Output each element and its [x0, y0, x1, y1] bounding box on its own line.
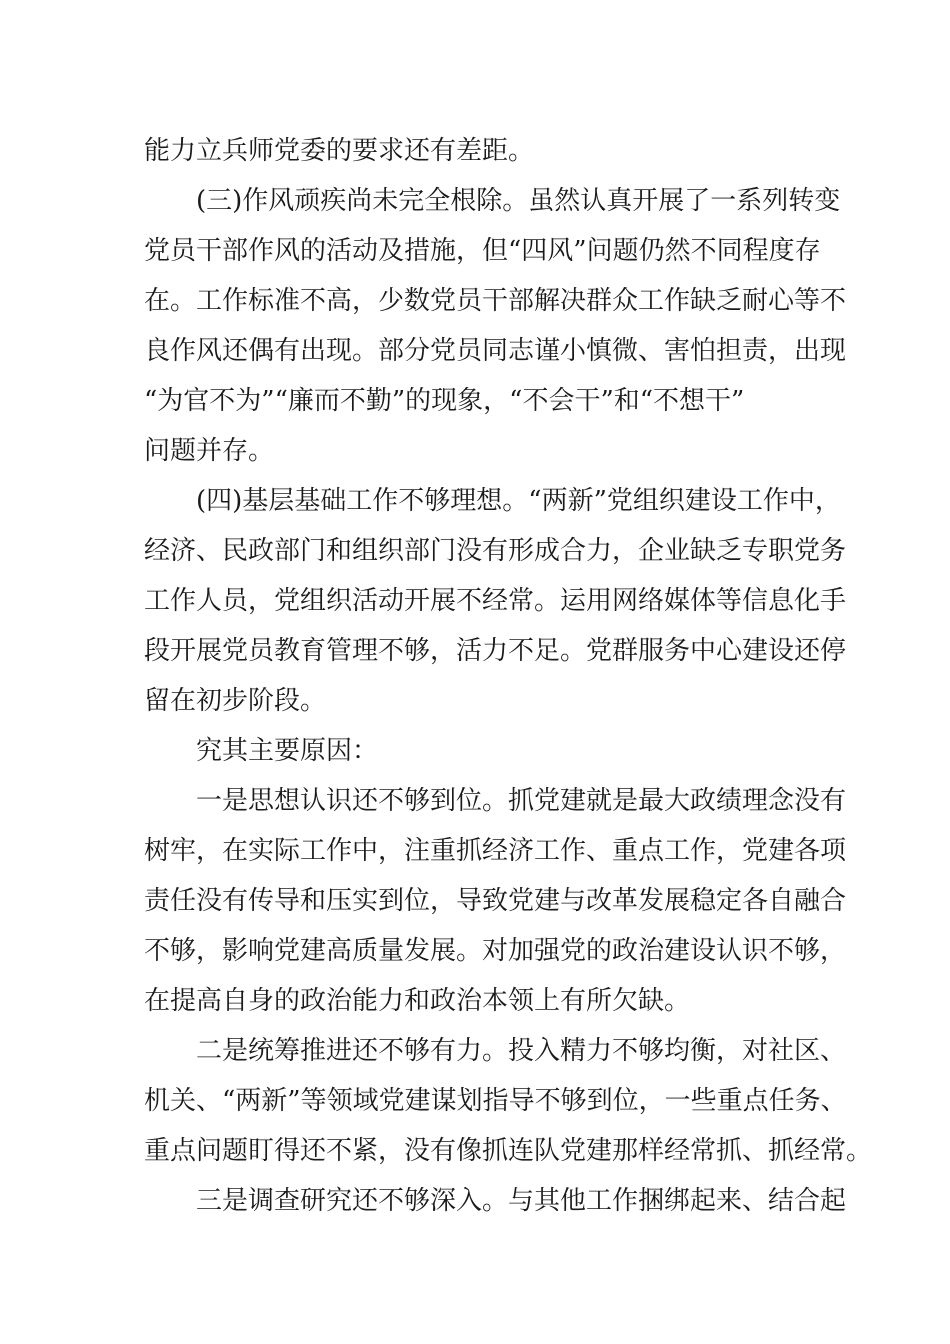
- text-line: 二是统筹推进还不够有力。投入精力不够均衡，对社区、: [196, 1036, 847, 1066]
- text-line: 留在初步阶段。: [144, 686, 327, 716]
- text-line: 段开展党员教育管理不够，活力不足。党群服务中心建设还停: [144, 636, 847, 666]
- text-line: 三是调查研究还不够深入。与其他工作捆绑起来、结合起: [196, 1186, 847, 1216]
- text-line: (三)作风顽疾尚未完全根除。虽然认真开展了一系列转变: [196, 186, 841, 216]
- text-line: 良作风还偶有出现。部分党员同志谨小慎微、害怕担责，出现: [144, 336, 847, 366]
- text-line: 在提高自身的政治能力和政治本领上有所欠缺。: [144, 986, 691, 1016]
- text-line: 问题并存。: [144, 436, 275, 466]
- text-line: 能力立兵师党委的要求还有差距。: [144, 136, 535, 166]
- text-line: 树牢，在实际工作中，注重抓经济工作、重点工作，党建各项: [144, 836, 847, 866]
- text-line: (四)基层基础工作不够理想。“两新”党组织建设工作中，: [196, 486, 841, 516]
- text-line: 责任没有传导和压实到位，导致党建与改革发展稳定各自融合: [144, 886, 847, 916]
- text-line: 在。工作标准不高，少数党员干部解决群众工作缺乏耐心等不: [144, 286, 847, 316]
- text-line: 不够，影响党建高质量发展。对加强党的政治建设认识不够，: [144, 936, 847, 966]
- text-line: 一是思想认识还不够到位。抓党建就是最大政绩理念没有: [196, 786, 847, 816]
- text-line: “为官不为”“廉而不勤”的现象，“不会干”和“不想干”: [144, 386, 745, 416]
- text-line: 究其主要原因：: [196, 736, 379, 766]
- text-line: 经济、民政部门和组织部门没有形成合力，企业缺乏专职党务: [144, 536, 847, 566]
- text-line: 工作人员，党组织活动开展不经常。运用网络媒体等信息化手: [144, 586, 847, 616]
- text-line: 党员干部作风的活动及措施，但“四风”问题仍然不同程度存: [144, 236, 821, 266]
- text-line: 机关、“两新”等领域党建谋划指导不够到位，一些重点任务、: [144, 1086, 847, 1116]
- text-line: 重点问题盯得还不紧，没有像抓连队党建那样经常抓、抓经常。: [144, 1136, 873, 1166]
